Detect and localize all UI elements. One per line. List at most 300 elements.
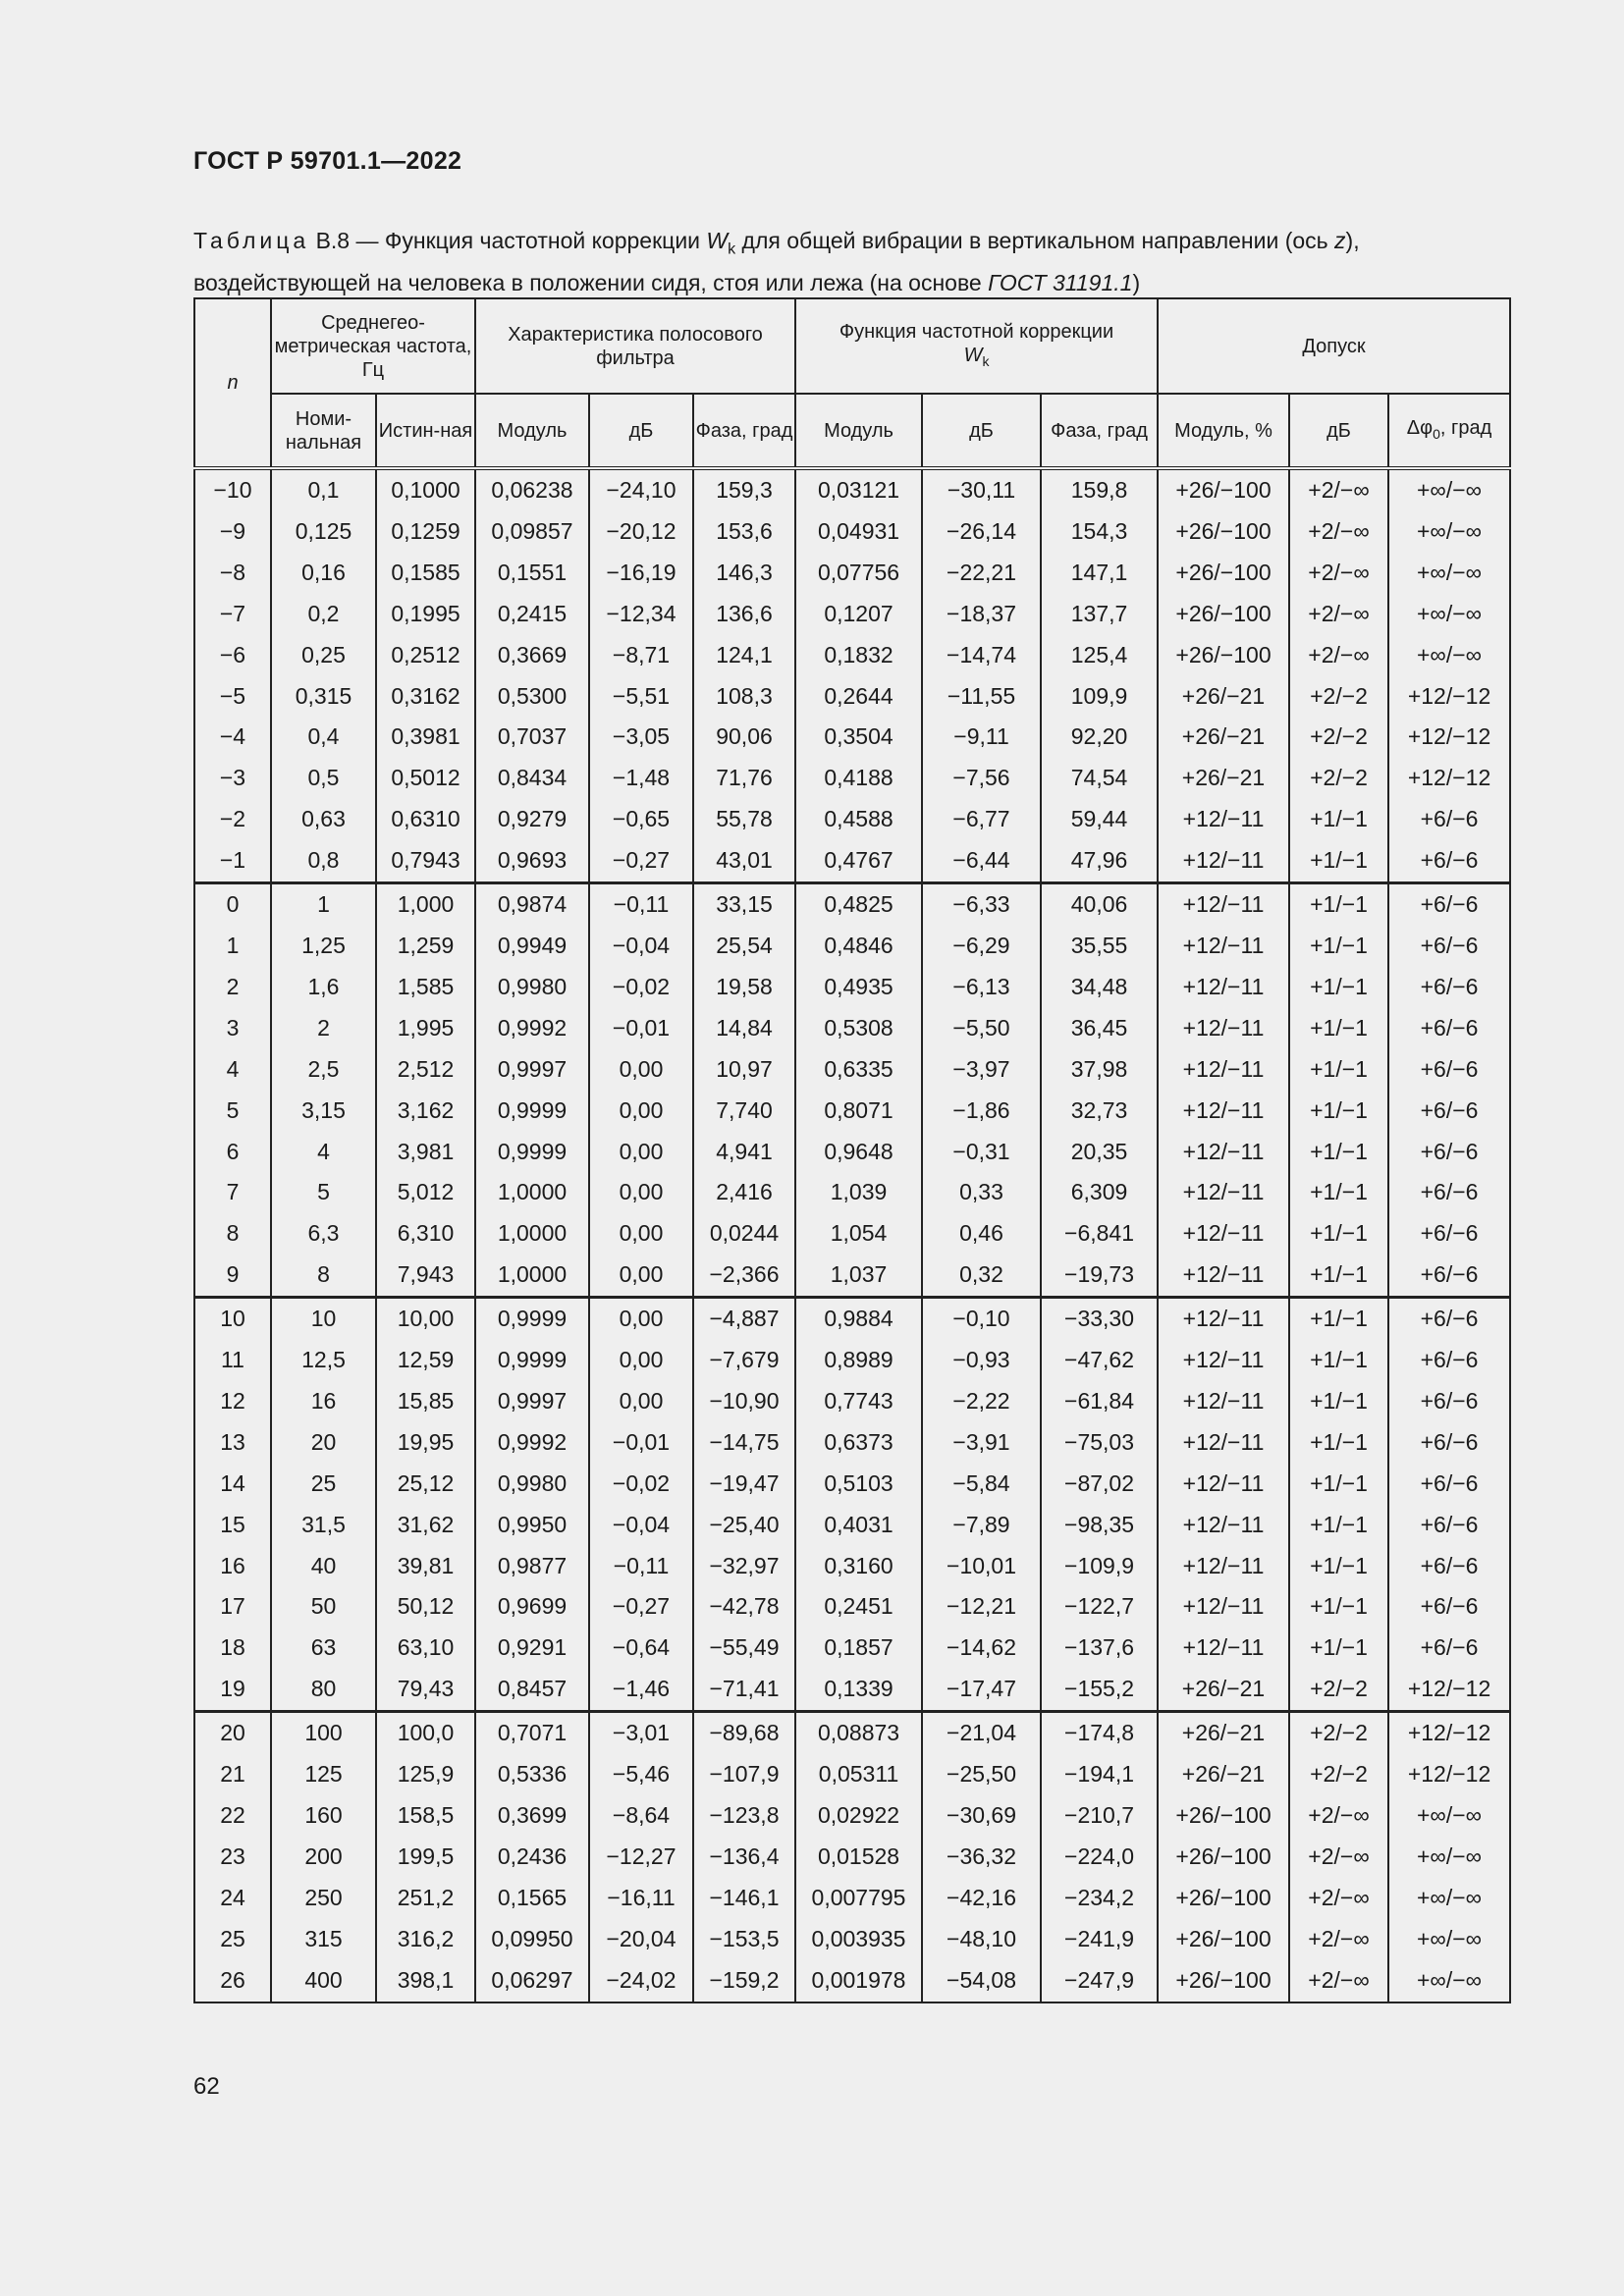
cell-exact-freq: 15,85 — [376, 1381, 475, 1422]
cell-w-db: −11,55 — [922, 676, 1041, 718]
cell-w-phase: 37,98 — [1041, 1049, 1158, 1091]
cell-exact-freq: 31,62 — [376, 1505, 475, 1546]
cell-w-phase: −234,2 — [1041, 1878, 1158, 1919]
cell-w-phase: 40,06 — [1041, 883, 1158, 926]
cell-w-modulus: 0,4846 — [795, 926, 922, 967]
cell-tol-phase: +6/−6 — [1388, 1586, 1510, 1628]
cell-w-modulus: 0,003935 — [795, 1919, 922, 1960]
cell-bp-phase: −153,5 — [693, 1919, 795, 1960]
header-weighting-symbol: W — [963, 344, 983, 366]
cell-tol-db: +1/−1 — [1289, 1008, 1388, 1049]
cell-n: 23 — [194, 1837, 271, 1878]
cell-exact-freq: 50,12 — [376, 1586, 475, 1628]
table-row — [194, 1422, 1510, 1464]
cell-w-modulus: 0,8071 — [795, 1091, 922, 1132]
cell-w-db: −5,84 — [922, 1464, 1041, 1505]
cell-w-modulus: 0,7743 — [795, 1381, 922, 1422]
cell-tol-phase: +12/−12 — [1388, 676, 1510, 718]
table-row — [194, 883, 1510, 926]
cell-tol-db: +2/−2 — [1289, 1712, 1388, 1754]
cell-w-db: −18,37 — [922, 594, 1041, 635]
cell-tol-db: +2/−∞ — [1289, 553, 1388, 594]
cell-w-modulus: 0,4188 — [795, 758, 922, 799]
cell-bp-phase: −4,887 — [693, 1298, 795, 1340]
cell-n: 10 — [194, 1298, 271, 1340]
cell-tol-modulus: +12/−11 — [1158, 840, 1289, 882]
cell-w-modulus: 0,01528 — [795, 1837, 922, 1878]
cell-tol-db: +1/−1 — [1289, 967, 1388, 1008]
cell-w-modulus: 0,07756 — [795, 553, 922, 594]
header-bandpass-group: Характеристика полосового фильтра — [475, 298, 795, 394]
cell-tol-db: +1/−1 — [1289, 1091, 1388, 1132]
cell-bp-db: −5,51 — [589, 676, 693, 718]
cell-bp-phase: 19,58 — [693, 967, 795, 1008]
table-row — [194, 1960, 1510, 2002]
cell-w-modulus: 0,001978 — [795, 1960, 922, 2002]
table-row — [194, 676, 1510, 718]
cell-w-db: −22,21 — [922, 553, 1041, 594]
header-weighting-sub: k — [982, 352, 990, 369]
cell-tol-phase: +6/−6 — [1388, 1422, 1510, 1464]
header-w-db: дБ — [922, 394, 1041, 468]
table-row — [194, 1546, 1510, 1587]
header-tol-phase-sub: 0 — [1433, 425, 1440, 442]
cell-bp-phase: 43,01 — [693, 840, 795, 882]
cell-bp-modulus: 0,06297 — [475, 1960, 589, 2002]
cell-w-modulus: 0,3160 — [795, 1546, 922, 1587]
cell-n: 25 — [194, 1919, 271, 1960]
cell-w-phase: 147,1 — [1041, 553, 1158, 594]
cell-tol-modulus: +26/−21 — [1158, 758, 1289, 799]
cell-bp-modulus: 0,9980 — [475, 1464, 589, 1505]
cell-tol-db: +1/−1 — [1289, 1505, 1388, 1546]
cell-exact-freq: 6,310 — [376, 1213, 475, 1255]
cell-n: 0 — [194, 883, 271, 926]
cell-bp-modulus: 0,9291 — [475, 1628, 589, 1669]
cell-nominal-freq: 400 — [271, 1960, 376, 2002]
cell-w-db: 0,33 — [922, 1172, 1041, 1213]
cell-bp-db: 0,00 — [589, 1298, 693, 1340]
cell-nominal-freq: 0,8 — [271, 840, 376, 882]
cell-w-modulus: 1,039 — [795, 1172, 922, 1213]
header-weighting-group — [795, 298, 1158, 394]
cell-bp-modulus: 0,9997 — [475, 1381, 589, 1422]
cell-bp-modulus: 0,9950 — [475, 1505, 589, 1546]
cell-bp-db: −8,71 — [589, 635, 693, 676]
table-row — [194, 1298, 1510, 1340]
cell-exact-freq: 199,5 — [376, 1837, 475, 1878]
cell-w-db: −6,13 — [922, 967, 1041, 1008]
cell-tol-db: +1/−1 — [1289, 1172, 1388, 1213]
cell-w-db: −6,33 — [922, 883, 1041, 926]
cell-tol-phase: +12/−12 — [1388, 1754, 1510, 1795]
cell-bp-modulus: 0,9877 — [475, 1546, 589, 1587]
cell-w-db: −21,04 — [922, 1712, 1041, 1754]
cell-w-db: −5,50 — [922, 1008, 1041, 1049]
cell-exact-freq: 2,512 — [376, 1049, 475, 1091]
table-row — [194, 1919, 1510, 1960]
cell-tol-phase: +6/−6 — [1388, 840, 1510, 882]
cell-tol-phase: +6/−6 — [1388, 926, 1510, 967]
cell-nominal-freq: 125 — [271, 1754, 376, 1795]
cell-tol-phase: +6/−6 — [1388, 1008, 1510, 1049]
cell-w-modulus: 0,5103 — [795, 1464, 922, 1505]
cell-nominal-freq: 1 — [271, 883, 376, 926]
cell-w-modulus: 0,08873 — [795, 1712, 922, 1754]
cell-w-db: −6,44 — [922, 840, 1041, 882]
cell-bp-db: −0,02 — [589, 1464, 693, 1505]
cell-exact-freq: 125,9 — [376, 1754, 475, 1795]
cell-nominal-freq: 200 — [271, 1837, 376, 1878]
cell-bp-modulus: 0,9992 — [475, 1008, 589, 1049]
table-row — [194, 1008, 1510, 1049]
cell-tol-db: +1/−1 — [1289, 1464, 1388, 1505]
cell-bp-modulus: 0,3669 — [475, 635, 589, 676]
cell-bp-phase: −7,679 — [693, 1340, 795, 1381]
cell-tol-modulus: +26/−100 — [1158, 468, 1289, 511]
cell-w-modulus: 0,1857 — [795, 1628, 922, 1669]
cell-tol-db: +2/−∞ — [1289, 635, 1388, 676]
cell-w-db: −0,31 — [922, 1132, 1041, 1173]
cell-tol-phase: +12/−12 — [1388, 758, 1510, 799]
cell-w-phase: 137,7 — [1041, 594, 1158, 635]
table-row — [194, 468, 1510, 511]
caption-symbol-sub: k — [728, 240, 736, 258]
cell-tol-phase: +∞/−∞ — [1388, 1837, 1510, 1878]
cell-n: 9 — [194, 1255, 271, 1297]
cell-w-modulus: 0,1832 — [795, 635, 922, 676]
cell-tol-db: +1/−1 — [1289, 883, 1388, 926]
cell-tol-modulus: +12/−11 — [1158, 883, 1289, 926]
cell-nominal-freq: 1,6 — [271, 967, 376, 1008]
cell-tol-db: +1/−1 — [1289, 1255, 1388, 1297]
cell-tol-modulus: +26/−100 — [1158, 1960, 1289, 2002]
cell-tol-modulus: +12/−11 — [1158, 1546, 1289, 1587]
cell-bp-db: −16,11 — [589, 1878, 693, 1919]
cell-bp-modulus: 0,7071 — [475, 1712, 589, 1754]
cell-bp-db: 0,00 — [589, 1049, 693, 1091]
cell-w-phase: 92,20 — [1041, 717, 1158, 758]
cell-bp-phase: −25,40 — [693, 1505, 795, 1546]
cell-n: 8 — [194, 1213, 271, 1255]
cell-n: −9 — [194, 511, 271, 553]
cell-bp-phase: 136,6 — [693, 594, 795, 635]
cell-n: −4 — [194, 717, 271, 758]
cell-w-phase: 32,73 — [1041, 1091, 1158, 1132]
cell-w-phase: 159,8 — [1041, 468, 1158, 511]
cell-w-db: −1,86 — [922, 1091, 1041, 1132]
cell-nominal-freq: 0,315 — [271, 676, 376, 718]
cell-tol-db: +2/−∞ — [1289, 1837, 1388, 1878]
cell-w-phase: −241,9 — [1041, 1919, 1158, 1960]
cell-bp-db: −0,04 — [589, 926, 693, 967]
caption-reference: ГОСТ 31191.1 — [988, 269, 1133, 295]
cell-exact-freq: 316,2 — [376, 1919, 475, 1960]
cell-w-db: −9,11 — [922, 717, 1041, 758]
cell-bp-phase: −14,75 — [693, 1422, 795, 1464]
cell-tol-phase: +6/−6 — [1388, 883, 1510, 926]
cell-bp-modulus: 0,1565 — [475, 1878, 589, 1919]
cell-tol-db: +1/−1 — [1289, 1422, 1388, 1464]
cell-bp-modulus: 0,2415 — [475, 594, 589, 635]
cell-nominal-freq: 2,5 — [271, 1049, 376, 1091]
cell-bp-db: −12,34 — [589, 594, 693, 635]
cell-exact-freq: 19,95 — [376, 1422, 475, 1464]
cell-bp-modulus: 0,7037 — [475, 717, 589, 758]
cell-bp-phase: 10,97 — [693, 1049, 795, 1091]
cell-bp-phase: 71,76 — [693, 758, 795, 799]
cell-tol-modulus: +26/−100 — [1158, 1878, 1289, 1919]
cell-exact-freq: 0,2512 — [376, 635, 475, 676]
cell-w-phase: −247,9 — [1041, 1960, 1158, 2002]
cell-tol-modulus: +26/−21 — [1158, 676, 1289, 718]
cell-bp-db: −24,02 — [589, 1960, 693, 2002]
cell-tol-modulus: +12/−11 — [1158, 926, 1289, 967]
table-row — [194, 758, 1510, 799]
cell-w-phase: 20,35 — [1041, 1132, 1158, 1173]
cell-w-db: −17,47 — [922, 1669, 1041, 1711]
cell-bp-phase: 153,6 — [693, 511, 795, 553]
cell-bp-db: −20,04 — [589, 1919, 693, 1960]
cell-tol-modulus: +26/−100 — [1158, 1919, 1289, 1960]
cell-tol-modulus: +12/−11 — [1158, 1132, 1289, 1173]
cell-w-modulus: 0,1339 — [795, 1669, 922, 1711]
table-body — [194, 468, 1510, 2002]
cell-tol-phase: +∞/−∞ — [1388, 1878, 1510, 1919]
cell-tol-modulus: +26/−21 — [1158, 717, 1289, 758]
cell-bp-modulus: 0,9279 — [475, 799, 589, 840]
cell-tol-phase: +6/−6 — [1388, 1049, 1510, 1091]
cell-tol-phase: +∞/−∞ — [1388, 1919, 1510, 1960]
cell-tol-phase: +12/−12 — [1388, 1712, 1510, 1754]
cell-bp-modulus: 0,8434 — [475, 758, 589, 799]
header-db: дБ — [589, 394, 693, 468]
cell-w-phase: −61,84 — [1041, 1381, 1158, 1422]
cell-bp-phase: 159,3 — [693, 468, 795, 511]
caption-text-end: ) — [1132, 269, 1141, 295]
cell-tol-modulus: +26/−21 — [1158, 1712, 1289, 1754]
cell-bp-db: −0,02 — [589, 967, 693, 1008]
cell-nominal-freq: 31,5 — [271, 1505, 376, 1546]
cell-tol-db: +1/−1 — [1289, 799, 1388, 840]
cell-nominal-freq: 0,1 — [271, 468, 376, 511]
table-row — [194, 635, 1510, 676]
cell-tol-phase: +∞/−∞ — [1388, 635, 1510, 676]
table-row — [194, 840, 1510, 882]
header-w-modulus: Модуль — [795, 394, 922, 468]
cell-bp-phase: −89,68 — [693, 1712, 795, 1754]
cell-bp-phase: −146,1 — [693, 1878, 795, 1919]
cell-bp-db: −1,48 — [589, 758, 693, 799]
cell-w-phase: −98,35 — [1041, 1505, 1158, 1546]
cell-tol-phase: +6/−6 — [1388, 1340, 1510, 1381]
cell-w-db: −3,97 — [922, 1049, 1041, 1091]
cell-bp-phase: 33,15 — [693, 883, 795, 926]
cell-tol-modulus: +12/−11 — [1158, 1505, 1289, 1546]
cell-w-db: −48,10 — [922, 1919, 1041, 1960]
cell-w-phase: −75,03 — [1041, 1422, 1158, 1464]
cell-bp-db: −1,46 — [589, 1669, 693, 1711]
cell-bp-modulus: 0,2436 — [475, 1837, 589, 1878]
cell-w-phase: −109,9 — [1041, 1546, 1158, 1587]
cell-tol-phase: +6/−6 — [1388, 967, 1510, 1008]
cell-bp-modulus: 0,9874 — [475, 883, 589, 926]
cell-nominal-freq: 160 — [271, 1795, 376, 1837]
cell-nominal-freq: 3,15 — [271, 1091, 376, 1132]
cell-w-phase: 34,48 — [1041, 967, 1158, 1008]
cell-w-modulus: 0,05311 — [795, 1754, 922, 1795]
cell-bp-phase: 2,416 — [693, 1172, 795, 1213]
cell-tol-db: +1/−1 — [1289, 1546, 1388, 1587]
caption-number: В.8 — Функция частотной коррекции — [309, 228, 707, 253]
cell-tol-db: +1/−1 — [1289, 1049, 1388, 1091]
cell-tol-modulus: +26/−100 — [1158, 635, 1289, 676]
cell-bp-db: −20,12 — [589, 511, 693, 553]
cell-bp-db: 0,00 — [589, 1132, 693, 1173]
cell-exact-freq: 251,2 — [376, 1878, 475, 1919]
cell-bp-db: −0,11 — [589, 1546, 693, 1587]
cell-tol-modulus: +12/−11 — [1158, 1628, 1289, 1669]
cell-w-modulus: 1,037 — [795, 1255, 922, 1297]
cell-tol-phase: +6/−6 — [1388, 1298, 1510, 1340]
cell-n: −10 — [194, 468, 271, 511]
caption-axis: z — [1334, 228, 1346, 253]
cell-bp-phase: −2,366 — [693, 1255, 795, 1297]
cell-exact-freq: 25,12 — [376, 1464, 475, 1505]
cell-tol-phase: +6/−6 — [1388, 1132, 1510, 1173]
cell-nominal-freq: 16 — [271, 1381, 376, 1422]
cell-w-db: −0,93 — [922, 1340, 1041, 1381]
table-row — [194, 1837, 1510, 1878]
cell-exact-freq: 1,995 — [376, 1008, 475, 1049]
cell-w-phase: 109,9 — [1041, 676, 1158, 718]
cell-bp-modulus: 0,9693 — [475, 840, 589, 882]
table-row — [194, 1669, 1510, 1711]
cell-w-db: −42,16 — [922, 1878, 1041, 1919]
cell-tol-modulus: +26/−100 — [1158, 1837, 1289, 1878]
cell-tol-db: +2/−∞ — [1289, 594, 1388, 635]
cell-exact-freq: 12,59 — [376, 1340, 475, 1381]
cell-w-db: −12,21 — [922, 1586, 1041, 1628]
cell-bp-db: −0,04 — [589, 1505, 693, 1546]
cell-exact-freq: 3,981 — [376, 1132, 475, 1173]
cell-n: −1 — [194, 840, 271, 882]
header-modulus: Модуль — [475, 394, 589, 468]
cell-bp-phase: 4,941 — [693, 1132, 795, 1173]
cell-exact-freq: 1,585 — [376, 967, 475, 1008]
table-row — [194, 1464, 1510, 1505]
cell-tol-phase: +6/−6 — [1388, 1505, 1510, 1546]
header-exact: Истин-ная — [376, 394, 475, 468]
cell-nominal-freq: 40 — [271, 1546, 376, 1587]
cell-tol-db: +1/−1 — [1289, 926, 1388, 967]
cell-w-db: −3,91 — [922, 1422, 1041, 1464]
cell-tol-modulus: +26/−21 — [1158, 1669, 1289, 1711]
cell-exact-freq: 398,1 — [376, 1960, 475, 2002]
cell-w-db: 0,32 — [922, 1255, 1041, 1297]
cell-tol-db: +2/−∞ — [1289, 1960, 1388, 2002]
cell-w-phase: 47,96 — [1041, 840, 1158, 882]
cell-w-modulus: 0,4767 — [795, 840, 922, 882]
cell-nominal-freq: 5 — [271, 1172, 376, 1213]
cell-w-db: −30,69 — [922, 1795, 1041, 1837]
cell-bp-modulus: 0,5300 — [475, 676, 589, 718]
cell-tol-phase: +∞/−∞ — [1388, 594, 1510, 635]
cell-bp-db: −0,64 — [589, 1628, 693, 1669]
cell-n: 11 — [194, 1340, 271, 1381]
cell-tol-phase: +6/−6 — [1388, 1091, 1510, 1132]
cell-tol-db: +2/−∞ — [1289, 1878, 1388, 1919]
cell-n: 12 — [194, 1381, 271, 1422]
cell-w-db: −7,89 — [922, 1505, 1041, 1546]
header-tol-phase — [1388, 394, 1510, 468]
cell-nominal-freq: 25 — [271, 1464, 376, 1505]
cell-tol-phase: +12/−12 — [1388, 1669, 1510, 1711]
cell-nominal-freq: 80 — [271, 1669, 376, 1711]
cell-tol-modulus: +26/−100 — [1158, 511, 1289, 553]
cell-exact-freq: 63,10 — [376, 1628, 475, 1669]
header-tol-phase-unit: , град — [1439, 416, 1492, 439]
cell-nominal-freq: 315 — [271, 1919, 376, 1960]
cell-bp-modulus: 0,06238 — [475, 468, 589, 511]
cell-w-modulus: 0,6373 — [795, 1422, 922, 1464]
cell-tol-modulus: +26/−100 — [1158, 1795, 1289, 1837]
cell-tol-modulus: +12/−11 — [1158, 1586, 1289, 1628]
cell-exact-freq: 39,81 — [376, 1546, 475, 1587]
cell-bp-phase: −19,47 — [693, 1464, 795, 1505]
cell-n: 4 — [194, 1049, 271, 1091]
cell-w-modulus: 0,5308 — [795, 1008, 922, 1049]
header-tolerance-group: Допуск — [1158, 298, 1510, 394]
cell-w-phase: −224,0 — [1041, 1837, 1158, 1878]
weighting-table — [193, 297, 1511, 2003]
cell-tol-db: +2/−∞ — [1289, 511, 1388, 553]
cell-nominal-freq: 250 — [271, 1878, 376, 1919]
header-tol-modulus: Модуль, % — [1158, 394, 1289, 468]
cell-tol-phase: +6/−6 — [1388, 1546, 1510, 1587]
cell-w-phase: 35,55 — [1041, 926, 1158, 967]
cell-n: 26 — [194, 1960, 271, 2002]
cell-bp-phase: −42,78 — [693, 1586, 795, 1628]
cell-exact-freq: 0,7943 — [376, 840, 475, 882]
cell-tol-phase: +6/−6 — [1388, 1172, 1510, 1213]
table-row — [194, 1049, 1510, 1091]
cell-bp-phase: −71,41 — [693, 1669, 795, 1711]
cell-n: −6 — [194, 635, 271, 676]
cell-n: 24 — [194, 1878, 271, 1919]
cell-bp-phase: 124,1 — [693, 635, 795, 676]
table-row — [194, 1586, 1510, 1628]
cell-bp-phase: −159,2 — [693, 1960, 795, 2002]
table-row — [194, 553, 1510, 594]
cell-exact-freq: 7,943 — [376, 1255, 475, 1297]
cell-tol-phase: +∞/−∞ — [1388, 511, 1510, 553]
cell-w-db: −6,77 — [922, 799, 1041, 840]
cell-exact-freq: 10,00 — [376, 1298, 475, 1340]
cell-tol-db: +1/−1 — [1289, 1586, 1388, 1628]
cell-tol-phase: +6/−6 — [1388, 1213, 1510, 1255]
cell-bp-db: −12,27 — [589, 1837, 693, 1878]
cell-tol-modulus: +26/−100 — [1158, 553, 1289, 594]
cell-w-modulus: 0,8989 — [795, 1340, 922, 1381]
cell-w-modulus: 0,007795 — [795, 1878, 922, 1919]
cell-bp-db: 0,00 — [589, 1381, 693, 1422]
cell-n: 14 — [194, 1464, 271, 1505]
cell-nominal-freq: 4 — [271, 1132, 376, 1173]
cell-w-db: −14,62 — [922, 1628, 1041, 1669]
cell-w-phase: 59,44 — [1041, 799, 1158, 840]
cell-tol-phase: +∞/−∞ — [1388, 1795, 1510, 1837]
